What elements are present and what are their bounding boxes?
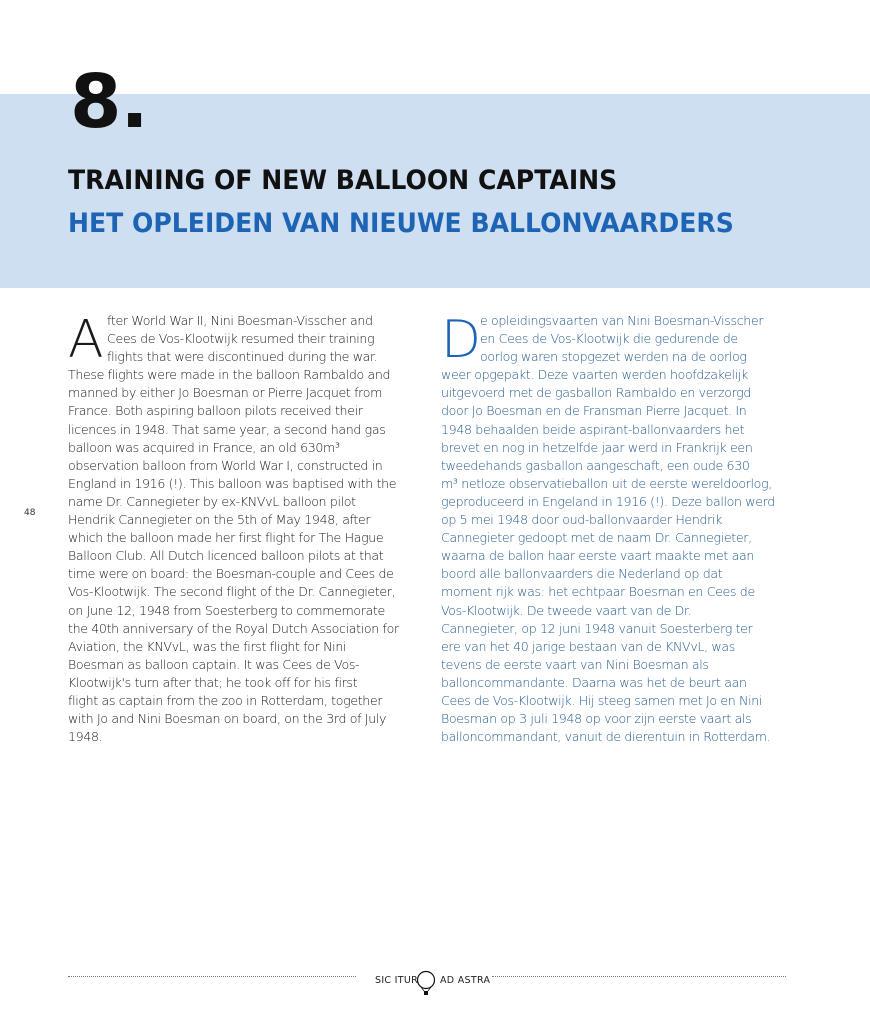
english-line: Cees de Vos-Klootwijk resumed their training	[107, 331, 375, 347]
dutch-line: e opleidingsvaarten van Nini Boesman-Visscher	[480, 313, 764, 328]
dutch-line: balloncommandante. Daarna was het de beurt aan	[441, 674, 747, 690]
dutch-line: Cannegieter gedoopt met de naam Dr. Cannegieter,	[441, 530, 752, 546]
english-line: Vos-Klootwijk. The second flight of the Dr. Cannegieter,	[68, 584, 396, 600]
english-line: France. Both aspiring balloon pilots received their	[68, 403, 363, 419]
dutch-line: balloncommandant, vanuit de dierentuin in Rotterdam.	[441, 729, 771, 745]
balloon-icon	[414, 969, 438, 997]
dutch-line: geproduceerd in Engeland in 1916 (!). Deze ballon werd	[441, 493, 775, 509]
english-line: licences in 1948. That same year, a second hand gas	[68, 421, 386, 437]
english-line: England in 1916 (!). This balloon was baptised with the	[68, 475, 397, 491]
english-dropcap: A	[68, 310, 104, 370]
dutch-line: op 5 mei 1948 door oud-ballonvaarder Hendrik	[441, 512, 723, 528]
dutch-line: tweedehands gasballon aangeschaft, een oude 630	[441, 457, 750, 473]
dutch-line: oorlog waren stopgezet werden na de oorlog	[480, 349, 747, 365]
english-line: Boesman as balloon captain. It was Cees de Vos-	[68, 656, 360, 672]
footer-rule-left	[68, 976, 356, 977]
dutch-line: Boesman op 3 juli 1948 op voor zijn eerste vaart als	[441, 711, 752, 727]
english-column	[68, 312, 413, 746]
english-line: which the balloon made her first flight for The Hague	[68, 530, 384, 546]
dutch-line: en Cees de Vos-Klootwijk die gedurende de	[480, 331, 738, 347]
dutch-line: ere van het 40 jarige bestaan van de KNVvL, was	[441, 638, 735, 654]
english-line: the 40th anniversary of the Royal Dutch Association for	[68, 620, 399, 636]
english-line: balloon was acquired in France, an old 630m³	[68, 439, 340, 455]
dutch-line: brevet en nog in hetzelfde jaar werd in Frankrijk een	[441, 439, 753, 455]
dutch-line: 1948 behaalden beide aspirant-ballonvaarders het	[441, 421, 745, 437]
english-line: Balloon Club. All Dutch licenced balloon pilots at that	[68, 548, 384, 564]
dutch-line: weer opgepakt. Deze vaarten werden hoofdzakelijk	[441, 367, 748, 383]
dutch-line: tevens de eerste vaart van Nini Boesman als	[441, 656, 709, 672]
chapter-title-english: TRAINING OF NEW BALLOON CAPTAINS	[68, 165, 618, 196]
chapter-title-dutch: HET OPLEIDEN VAN NIEUWE BALLONVAARDERS	[68, 208, 734, 239]
english-line: 1948.	[68, 729, 103, 745]
page-number: 48	[24, 508, 36, 518]
chapter-number: 8.	[70, 59, 148, 145]
english-line: Aviation, the KNVvL, was the first flight for Nini	[68, 638, 347, 654]
english-line: time were on board: the Boesman-couple and Cees de	[68, 566, 394, 582]
dutch-line: boord alle ballonvaarders die Nederland op dat	[441, 566, 723, 582]
footer-motto-right: AD ASTRA	[440, 975, 491, 986]
dutch-dropcap: D	[441, 310, 481, 370]
dutch-line: uitgevoerd met de gasballon Rambaldo en verzorgd	[441, 385, 752, 401]
english-line: Hendrik Cannegieter on the 5th of May 1948, after	[68, 512, 371, 528]
dutch-line: moment rijk was: het echtpaar Boesman en Cees de	[441, 584, 755, 600]
english-line: with Jo and Nini Boesman on board, on the 3rd of July	[68, 711, 387, 727]
english-line: flight as captain from the zoo in Rotterdam, together	[68, 692, 383, 708]
english-line: Klootwijk's turn after that; he took off for his first	[68, 674, 358, 690]
dutch-line: Cannegieter, op 12 juni 1948 vanuit Soesterberg ter	[441, 620, 753, 636]
dutch-line: door Jo Boesman en de Fransman Pierre Jacquet. In	[441, 403, 747, 419]
dutch-line: Cees de Vos-Klootwijk. Hij steeg samen met Jo en Nini	[441, 692, 763, 708]
english-line: These flights were made in the balloon Rambaldo and	[68, 367, 391, 383]
footer-motto-left: SIC ITUR	[375, 975, 419, 986]
dutch-column	[441, 312, 786, 746]
english-line: manned by either Jo Boesman or Pierre Jacquet from	[68, 385, 383, 401]
english-line: fter World War II, Nini Boesman-Visscher and	[107, 313, 373, 328]
english-line: observation balloon from World War I, constructed in	[68, 457, 383, 473]
dutch-line: m³ netloze observatieballon uit de eerste wereldoorlog,	[441, 475, 772, 491]
footer-rule-right	[492, 976, 786, 977]
english-line: flights that were discontinued during the war.	[107, 349, 378, 365]
dutch-line: waarna de ballon haar eerste vaart maakte met aan	[441, 548, 754, 564]
dutch-line: Vos-Klootwijk. De tweede vaart van de Dr.	[441, 602, 692, 618]
english-line: on June 12, 1948 from Soesterberg to commemorate	[68, 602, 385, 618]
english-line: name Dr. Cannegieter by ex-KNVvL balloon pilot	[68, 493, 356, 509]
